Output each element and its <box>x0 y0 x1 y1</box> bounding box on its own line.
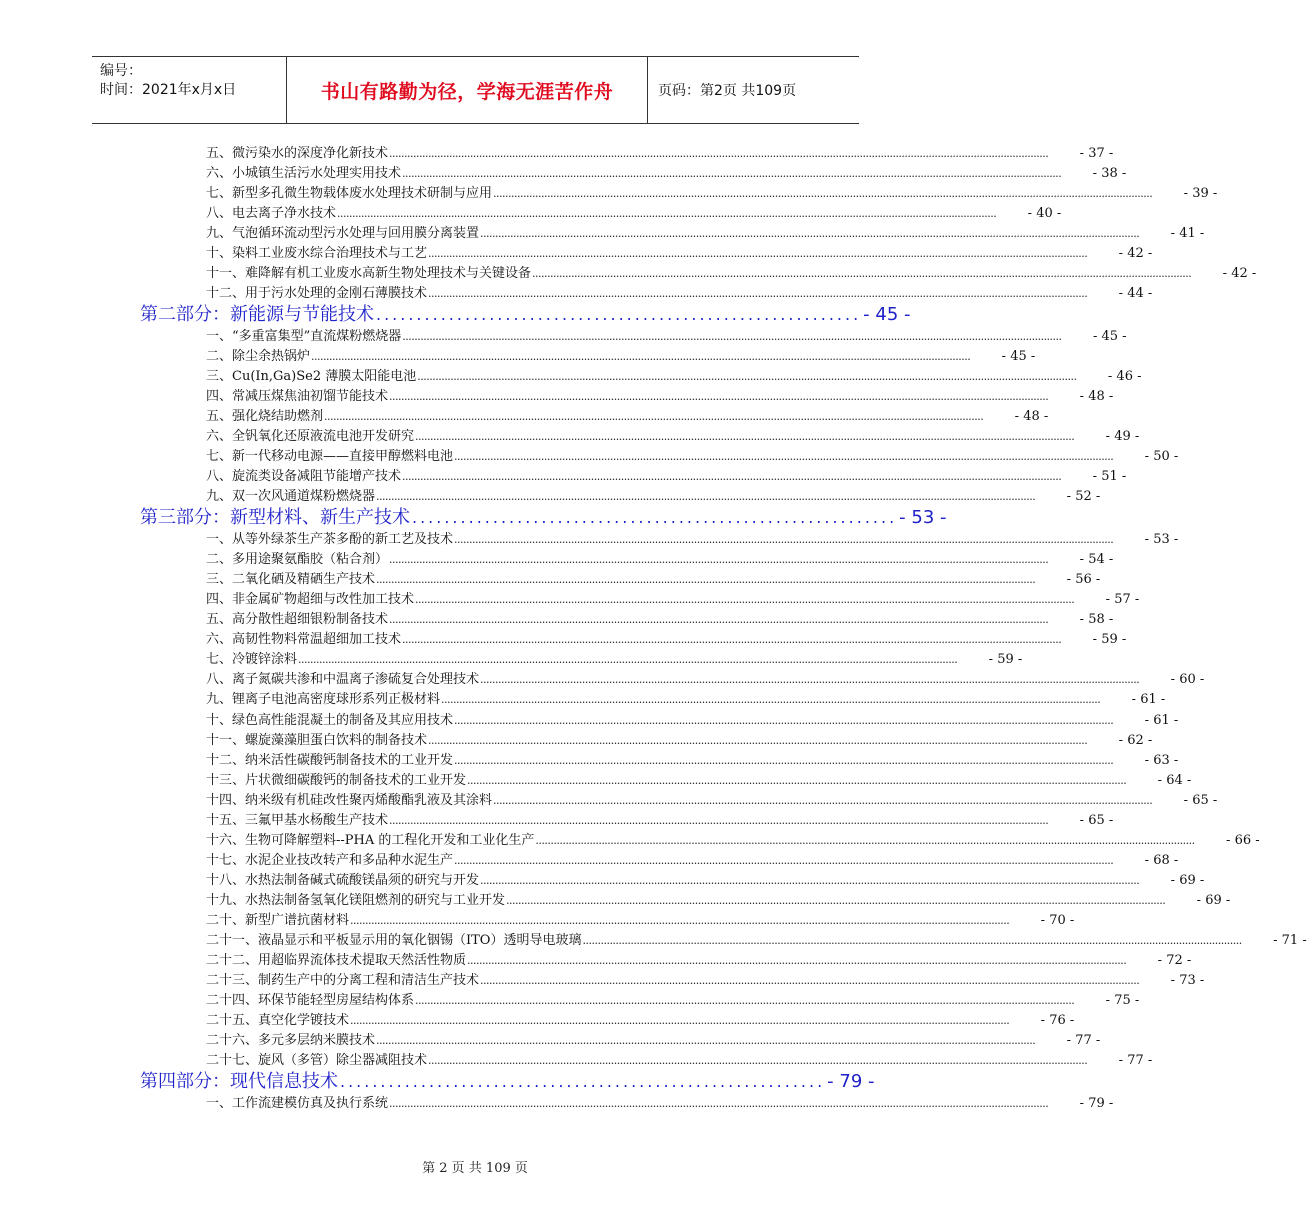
toc-entry-page-number: - 48 - <box>1014 409 1049 425</box>
toc-entry-page-number: - 50 - <box>1144 449 1179 465</box>
toc-entry[interactable] <box>0 164 1127 184</box>
toc-entry[interactable] <box>0 670 1205 690</box>
toc-entry[interactable] <box>0 1051 1153 1071</box>
toc-entry-title: 十二、用于污水处理的金刚石薄膜技术 <box>206 286 428 302</box>
toc-entry-title: 二、多用途聚氨酯胶（粘合剂） <box>206 552 389 568</box>
toc-entry-page-number: - 45 - <box>1001 349 1036 365</box>
toc-leader-dots: ............................................................................................................................................................................................................................ <box>415 593 1075 607</box>
toc-entry-title: 十五、三氟甲基水杨酸生产技术 <box>206 812 389 828</box>
toc-entry[interactable] <box>0 610 1114 630</box>
toc-leader-dots: ............................................................................................................................................................................................................................ <box>480 974 1140 988</box>
toc-leader-dots: ............................................................................................................................................................................................................................ <box>298 653 958 667</box>
toc-entry[interactable] <box>0 1011 1075 1031</box>
toc-leader-dots: ............................................................................................................................................................................................................................ <box>506 893 1166 907</box>
toc-entry-page-number: - 37 - <box>1079 146 1114 161</box>
toc-entry-title: 五、高分散性超细银粉制备技术 <box>206 612 389 628</box>
toc-entry-page-number: - 69 - <box>1196 892 1231 908</box>
toc-leader-dots: ............................................................................................................................................................................................................................ <box>428 247 1088 261</box>
toc-entry-title: 二十一、液晶显示和平板显示用的氧化铟锡（ITO）透明导电玻璃 <box>206 933 582 949</box>
toc-entry[interactable] <box>0 184 1218 204</box>
toc-leader-dots: ............................................................................................................................................................................................................................ <box>402 470 1062 484</box>
toc-leader-dots: ............................................................................................................................................................................................................................ <box>467 954 1127 968</box>
toc-entry[interactable] <box>0 771 1192 791</box>
toc-entry[interactable] <box>0 630 1127 650</box>
toc-entry-page-number: - 65 - <box>1079 812 1114 828</box>
toc-entry-page-number: - 41 - <box>1170 226 1205 242</box>
toc-leader-dots: ............................................................................................................................................................................................................................ <box>480 673 1140 687</box>
toc-entry[interactable] <box>0 427 1140 447</box>
toc-part-page-number: - 53 - <box>899 507 947 529</box>
toc-entry[interactable] <box>0 711 1179 731</box>
toc-entry-title: 九、双一次风通道煤粉燃烧器 <box>206 489 376 505</box>
toc-leader-dots: ............................................................................................................................................................................................................................ <box>454 533 1114 547</box>
toc-entry[interactable] <box>0 811 1114 831</box>
toc-entry-page-number: - 59 - <box>1092 632 1127 648</box>
toc-entry[interactable] <box>0 1094 1114 1114</box>
toc-leader-dots: ............................................................................................................................................................................................................................ <box>454 853 1114 867</box>
toc-entry-title: 二十六、多元多层纳米膜技术 <box>206 1033 376 1049</box>
toc-leader-dots: ............................................................................................................................................................................................................................ <box>389 390 1049 404</box>
page-footer: 第 2 页 共 109 页 <box>422 1161 528 1176</box>
toc-entry-page-number: - 40 - <box>1027 206 1062 222</box>
toc-entry-title: 四、常减压煤焦油初馏节能技术 <box>206 389 389 405</box>
toc-entry-page-number: - 56 - <box>1066 572 1101 588</box>
toc-entry-title: 十一、螺旋藻藻胆蛋白饮料的制备技术 <box>206 732 428 748</box>
toc-leader-dots: ............................................................................................................................................................................................................................ <box>415 430 1075 444</box>
toc-leader-dots: ............................................................................................................................................................................................................................ <box>389 613 1049 627</box>
toc-entry-title: 十六、生物可降解塑料--PHA 的工程化开发和工业化生产 <box>206 832 535 848</box>
toc-entry-title: 十、绿色高性能混凝土的制备及其应用技术 <box>206 712 454 728</box>
toc-entry[interactable] <box>0 911 1075 931</box>
toc-leader-dots: ............................................................................................................................................................................................................................ <box>467 773 1127 787</box>
toc-entry[interactable] <box>0 347 1036 367</box>
toc-entry[interactable] <box>0 530 1179 550</box>
toc-entry-page-number: - 46 - <box>1107 369 1142 385</box>
toc-entry[interactable] <box>0 264 1257 284</box>
toc-entry-title: 一、工作流建模仿真及执行系统 <box>206 1096 389 1111</box>
toc-entry-title: 九、气泡循环流动型污水处理与回用膜分离装置 <box>206 226 480 242</box>
toc-entry-title: 十三、片状微细碳酸钙的制备技术的工业开发 <box>206 772 467 788</box>
toc-entry-title: 三、Cu(In,Ga)Se2 薄膜太阳能电池 <box>206 369 417 385</box>
toc-entry[interactable] <box>0 204 1062 224</box>
toc-entry[interactable] <box>0 971 1205 991</box>
toc-entry-title: 五、微污染水的深度净化新技术 <box>206 146 389 161</box>
toc-part-heading[interactable] <box>0 1071 950 1093</box>
toc-leader-dots: ............................................................................................................................................................................................................................ <box>350 1014 1010 1028</box>
toc-entry[interactable] <box>0 851 1179 871</box>
toc-leader-dots: ............................................................................................................................................................................................................................ <box>417 370 1077 384</box>
toc-entry-page-number: - 57 - <box>1105 592 1140 608</box>
toc-leader-dots: ............................................................................................................................................................................................................................ <box>402 633 1062 647</box>
toc-entry[interactable] <box>0 224 1205 244</box>
header-motto: 书山有路勤为径，学海无涯苦作舟 <box>286 57 648 123</box>
toc-entry[interactable] <box>0 891 1231 911</box>
toc-part-title: 第二部分：新能源与节能技术 <box>140 304 374 326</box>
toc-entry-page-number: - 61 - <box>1131 692 1166 708</box>
toc-part-title: 第三部分：新型材料、新生产技术 <box>140 507 410 529</box>
toc-leader-dots: ............................................................................................................................................................................................................................ <box>350 914 1010 927</box>
toc-entry[interactable] <box>0 951 1192 971</box>
toc-entry-page-number: - 61 - <box>1144 712 1179 728</box>
toc-leader-dots: ............................................................................................................................................................................................................................ <box>389 1097 1049 1110</box>
toc-entry-page-number: - 69 - <box>1170 872 1205 888</box>
toc-entry-title: 六、高韧性物料常温超细加工技术 <box>206 632 402 648</box>
toc-entry-title: 九、锂离子电池高密度球形系列正极材料 <box>206 692 441 708</box>
toc-entry-title: 一、从等外绿茶生产茶多酚的新工艺及技术 <box>206 532 454 548</box>
toc-entry[interactable] <box>0 751 1179 771</box>
toc-entry-title: 二十四、环保节能轻型房屋结构体系 <box>206 993 415 1009</box>
toc-entry-title: 二、除尘余热锅炉 <box>206 349 311 365</box>
toc-leader-dots: ............................................................ <box>412 508 898 528</box>
toc-entry[interactable] <box>0 590 1140 610</box>
toc-entry[interactable] <box>0 1031 1101 1051</box>
toc-entry[interactable] <box>0 831 1260 851</box>
toc-leader-dots: ............................................................................................................................................................................................................................ <box>428 287 1088 301</box>
toc-entry-title: 二十七、旋风（多管）除尘器减阻技术 <box>206 1053 428 1069</box>
toc-entry-title: 十一、难降解有机工业废水高新生物处理技术与关键设备 <box>206 266 532 282</box>
toc-entry[interactable] <box>0 327 1127 347</box>
toc-part-title: 第四部分：现代信息技术 <box>140 1071 338 1093</box>
toc-entry-page-number: - 48 - <box>1079 389 1114 405</box>
page-header <box>92 56 859 124</box>
toc-leader-dots: ............................................................................................................................................................................................................................ <box>535 833 1195 847</box>
toc-part-page-number: - 79 - <box>827 1071 875 1093</box>
toc-entry-title: 八、电去离子净水技术 <box>206 206 337 222</box>
toc-entry-page-number: - 42 - <box>1222 266 1257 282</box>
toc-leader-dots: ............................................................................................................................................................................................................................ <box>389 147 1049 160</box>
toc-entry[interactable] <box>0 407 1049 427</box>
toc-entry-title: 十七、水泥企业技改转产和多品种水泥生产 <box>206 852 454 868</box>
toc-entry-page-number: - 59 - <box>988 652 1023 668</box>
toc-entry[interactable] <box>0 550 1114 570</box>
toc-leader-dots: ............................................................................................................................................................................................................................ <box>454 713 1114 727</box>
toc-entry[interactable] <box>0 731 1153 751</box>
toc-leader-dots: ............................................................................................................................................................................................................................ <box>402 330 1062 343</box>
toc-entry[interactable] <box>0 284 1153 304</box>
toc-entry-page-number: - 76 - <box>1040 1013 1075 1029</box>
toc-leader-dots: ............................................................................................................................................................................................................................ <box>493 187 1153 201</box>
toc-entry-page-number: - 54 - <box>1079 552 1114 568</box>
toc-entry[interactable] <box>0 467 1127 487</box>
toc-leader-dots: ............................................................................................................................................................................................................................ <box>582 934 1242 948</box>
toc-leader-dots: ............................................................................................................................................................................................................................ <box>454 450 1114 464</box>
toc-part-heading[interactable] <box>0 304 950 326</box>
toc-entry-title: 三、二氧化硒及精硒生产技术 <box>206 572 376 588</box>
toc-leader-dots: ............................................................................................................................................................................................................................ <box>337 207 997 221</box>
toc-entry[interactable] <box>0 487 1101 507</box>
toc-entry-page-number: - 44 - <box>1118 286 1153 302</box>
toc-entry[interactable] <box>0 244 1153 264</box>
toc-entry-page-number: - 62 - <box>1118 732 1153 748</box>
toc-leader-dots: ............................................................................................................................................................................................................................ <box>480 227 1140 241</box>
toc-entry-title: 七、冷镀锌涂料 <box>206 652 298 668</box>
toc-part-page-number: - 45 - <box>863 304 911 326</box>
toc-entry-page-number: - 42 - <box>1118 246 1153 262</box>
toc-entry-title: 七、新一代移动电源——直接甲醇燃料电池 <box>206 449 454 465</box>
toc-entry-page-number: - 70 - <box>1040 913 1075 928</box>
toc-leader-dots: ............................................................ <box>376 305 862 325</box>
toc-entry-page-number: - 65 - <box>1183 792 1218 808</box>
toc-entry[interactable] <box>0 791 1218 811</box>
toc-entry[interactable] <box>0 931 1307 951</box>
toc-entry[interactable] <box>0 447 1179 467</box>
header-meta <box>100 62 286 100</box>
toc-entry[interactable] <box>0 387 1114 407</box>
toc-entry-title: 一、“多重富集型”直流煤粉燃烧器 <box>206 329 402 344</box>
toc-entry-title: 二十五、真空化学镀技术 <box>206 1013 350 1029</box>
toc-leader-dots: ............................................................................................................................................................................................................................ <box>376 573 1036 587</box>
toc-leader-dots: ............................................................................................................................................................................................................................ <box>532 267 1192 281</box>
toc-entry-title: 八、离子氮碳共渗和中温离子渗硫复合处理技术 <box>206 672 480 688</box>
toc-entry-title: 六、小城镇生活污水处理实用技术 <box>206 166 402 182</box>
toc-entry-title: 十八、水热法制备碱式硫酸镁晶须的研究与开发 <box>206 872 480 888</box>
toc-entry-page-number: - 77 - <box>1066 1033 1101 1049</box>
toc-entry-page-number: - 66 - <box>1226 832 1260 848</box>
toc-entry[interactable] <box>0 871 1205 891</box>
toc-leader-dots: ............................................................................................................................................................................................................................ <box>441 693 1101 707</box>
toc-entry-title: 七、新型多孔微生物载体废水处理技术研制与应用 <box>206 186 493 202</box>
toc-entry-page-number: - 45 - <box>1092 329 1127 344</box>
toc-entry-title: 二十、新型广谱抗菌材料 <box>206 913 350 928</box>
toc-leader-dots: ............................................................................................................................................................................................................................ <box>389 553 1049 567</box>
toc-leader-dots: ............................................................................................................................................................................................................................ <box>324 410 984 424</box>
toc-entry[interactable] <box>0 690 1166 710</box>
toc-entry-page-number: - 60 - <box>1170 672 1205 688</box>
toc-leader-dots: ............................................................................................................................................................................................................................ <box>454 753 1114 767</box>
toc-leader-dots: ............................................................................................................................................................................................................................ <box>428 1054 1088 1068</box>
toc-entry-title: 十、染料工业废水综合治理技术与工艺 <box>206 246 428 262</box>
toc-entry-page-number: - 64 - <box>1157 772 1192 788</box>
toc-leader-dots: ............................................................................................................................................................................................................................ <box>493 793 1153 807</box>
toc-entry-page-number: - 73 - <box>1170 973 1205 989</box>
toc-leader-dots: ............................................................................................................................................................................................................................ <box>376 1034 1036 1048</box>
toc-entry-title: 十四、纳米级有机硅改性聚丙烯酸酯乳液及其涂料 <box>206 792 493 808</box>
toc-entry[interactable] <box>0 650 1023 670</box>
toc-entry-page-number: - 72 - <box>1157 953 1192 969</box>
toc-entry-page-number: - 51 - <box>1092 469 1127 485</box>
toc-entry-page-number: - 75 - <box>1105 993 1140 1009</box>
document-time-label: 时间：2021年x月x日 <box>100 82 237 98</box>
toc-leader-dots: ............................................................................................................................................................................................................................ <box>311 350 971 364</box>
toc-entry-page-number: - 38 - <box>1092 166 1127 182</box>
toc-entry-title: 八、旋流类设备减阻节能增产技术 <box>206 469 402 485</box>
document-number-label: 编号： <box>100 63 142 79</box>
toc-entry[interactable] <box>0 991 1140 1011</box>
toc-entry[interactable] <box>0 367 1142 387</box>
toc-entry-page-number: - 58 - <box>1079 612 1114 628</box>
toc-part-heading[interactable] <box>0 507 950 529</box>
toc-entry-page-number: - 63 - <box>1144 752 1179 768</box>
toc-entry-title: 十二、纳米活性碳酸钙制备技术的工业开发 <box>206 752 454 768</box>
toc-entry-page-number: - 77 - <box>1118 1053 1153 1069</box>
toc-entry[interactable] <box>0 570 1101 590</box>
toc-leader-dots: ............................................................................................................................................................................................................................ <box>376 490 1036 504</box>
toc-entry-title: 四、非金属矿物超细与改性加工技术 <box>206 592 415 608</box>
toc-leader-dots: ............................................................................................................................................................................................................................ <box>480 873 1140 887</box>
toc-leader-dots: ............................................................................................................................................................................................................................ <box>402 167 1062 181</box>
toc-entry-title: 六、全钒氧化还原液流电池开发研究 <box>206 429 415 445</box>
toc-entry-title: 十九、水热法制备氢氧化镁阻燃剂的研究与工业开发 <box>206 892 506 908</box>
toc-leader-dots: ............................................................................................................................................................................................................................ <box>415 994 1075 1008</box>
toc-leader-dots: ............................................................ <box>340 1072 826 1092</box>
toc-entry-page-number: - 49 - <box>1105 429 1140 445</box>
toc-entry[interactable] <box>0 144 1114 164</box>
toc-entry-page-number: - 39 - <box>1183 186 1218 202</box>
toc-leader-dots: ............................................................................................................................................................................................................................ <box>428 733 1088 747</box>
toc-entry-page-number: - 68 - <box>1144 852 1179 868</box>
toc-leader-dots: ............................................................................................................................................................................................................................ <box>389 813 1049 827</box>
toc-entry-page-number: - 53 - <box>1144 532 1179 548</box>
header-page-info: 页码：第2页 共109页 <box>658 83 797 99</box>
toc-entry-title: 五、强化烧结助燃剂 <box>206 409 324 425</box>
toc-entry-title: 二十三、制药生产中的分离工程和清洁生产技术 <box>206 973 480 989</box>
toc-entry-title: 二十二、用超临界流体技术提取天然活性物质 <box>206 953 467 969</box>
toc-entry-page-number: - 52 - <box>1066 489 1101 505</box>
toc-entry-page-number: - 71 - <box>1273 933 1307 949</box>
toc-entry-page-number: - 79 - <box>1079 1096 1114 1111</box>
